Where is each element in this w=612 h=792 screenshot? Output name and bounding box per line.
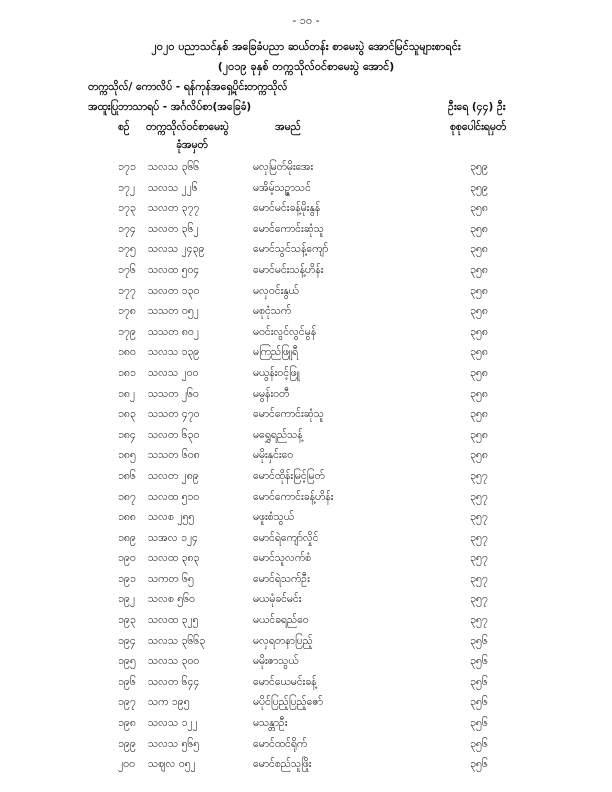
table-row — [0, 384, 612, 405]
column-header-reg: တက္ကသိုလ်ဝင်စာမေးပွဲ — [146, 121, 229, 133]
row-score: ၃၅၈ — [470, 366, 488, 379]
row-reg-number: သသတ ၆၀၈ — [148, 449, 200, 462]
table-row — [0, 322, 612, 343]
column-header-name: အမည် — [275, 121, 301, 133]
row-reg-number: သသတ ၂၆၀ — [148, 387, 199, 400]
column-header-reg-line2: ခုံအမှတ် — [176, 139, 208, 151]
row-name: မယွန်းဝင့်ဖြူ — [253, 366, 300, 379]
row-reg-number: သလတ ၃၆၂ — [148, 222, 199, 235]
row-number: ၂၀၀ — [118, 758, 135, 771]
row-name: မလှမြတ်မိုးအေး — [253, 161, 314, 173]
row-name: မောင်ကောင်းခန့်ဟိန်း — [253, 490, 334, 503]
row-number: ၁၈၉ — [118, 531, 136, 544]
row-reg-number: သလထ ၅၁၀ — [148, 490, 200, 503]
row-name: မောင်သူလက်စံ — [253, 552, 312, 565]
table-row — [0, 528, 612, 549]
row-number: ၁၉၂ — [118, 593, 135, 606]
row-score: ၃၅၈ — [470, 284, 488, 297]
row-reg-number: သလထ ၃၂၅ — [148, 614, 199, 627]
row-score: ၃၅၈ — [470, 202, 488, 215]
row-score: ၃၅၇ — [470, 552, 488, 565]
row-score: ၃၅၆ — [470, 737, 488, 750]
row-reg-number: သလသ ၃၆၆၃ — [148, 634, 206, 647]
row-reg-number: သဈလ ၀၅၂ — [148, 758, 196, 771]
table-row — [0, 651, 612, 672]
table-row — [0, 548, 612, 569]
row-score: ၃၅၈ — [470, 222, 488, 235]
row-number: ၁၇၆ — [118, 263, 136, 276]
table-row — [0, 219, 612, 240]
row-name: မောင်ကောင်းဆုံသူ — [253, 222, 324, 235]
row-name: မမိုးဇာသွယ် — [253, 655, 299, 668]
row-name: မကြည်ဖြူရီ — [253, 346, 299, 359]
row-score: ၃၅၇ — [470, 614, 488, 627]
row-reg-number: သလတ ၆၃၀ — [148, 428, 200, 441]
row-number: ၁၈၁ — [118, 366, 136, 379]
row-number: ၁၉၀ — [118, 552, 136, 565]
row-number: ၁၉၅ — [118, 655, 136, 668]
row-number: ၁၈၂ — [118, 387, 136, 400]
row-number: ၁၇၃ — [118, 202, 136, 215]
table-row — [0, 734, 612, 755]
row-reg-number: သလသ ၂၀၀ — [148, 366, 199, 379]
row-number: ၁၉၃ — [118, 614, 136, 627]
table-row — [0, 239, 612, 260]
table-row — [0, 281, 612, 302]
row-number: ၁၉၁ — [118, 572, 136, 585]
row-reg-number: သက ၁၉၅ — [148, 696, 190, 709]
row-name: မောင်ရဲကျော်လှိုင် — [253, 531, 319, 544]
row-reg-number: သသတ ၀၅၂ — [148, 305, 199, 318]
row-score: ၃၅၈ — [470, 263, 488, 276]
row-name: မောင်မင်းသန့်ဟိန်း — [253, 263, 324, 276]
row-name: မောင်စည်သူဖြိုး — [253, 758, 312, 771]
row-score: ၃၅၉ — [470, 181, 488, 194]
row-name: မအိမ့်သဉ္ဇာသင် — [253, 181, 311, 194]
row-score: ၃၅၆ — [470, 655, 488, 668]
table-row — [0, 487, 612, 508]
row-reg-number: သလသ ၂၂၆ — [148, 181, 198, 194]
table-row — [0, 301, 612, 322]
row-number: ၁၇၁ — [118, 161, 136, 173]
row-name: မောင်ထိုန်းမြင့်မြတ် — [253, 469, 325, 482]
table-row — [0, 260, 612, 281]
table-row — [0, 589, 612, 610]
table-row — [0, 445, 612, 466]
table-row — [0, 754, 612, 775]
row-score: ၃၅၆ — [470, 696, 488, 709]
document-subtitle: (၂၀၁၉ ခုနှစ် တက္ကသိုလ်ဝင်စာမေးပွဲ အောင်) — [217, 60, 395, 73]
major-line: အထူးပြုဘာသာရပ် - အင်္ဂလိပ်စာ(အခြေခံ) — [88, 101, 252, 113]
table-row — [0, 631, 612, 652]
row-reg-number: သလတ ၆၄၄ — [148, 675, 200, 688]
row-name: မောင်ကောင်းဆုံသူ — [253, 408, 324, 421]
row-score: ၃၅၇ — [470, 490, 488, 503]
row-reg-number: သလစ ၂၅၅ — [148, 511, 195, 524]
row-name: မစုငုံသက် — [253, 305, 292, 318]
row-score: ၃၅၉ — [470, 161, 488, 173]
row-score: ၃၅၆ — [470, 675, 488, 688]
row-reg-number: သအလ ၁၂၄ — [148, 531, 198, 544]
row-reg-number: သသတ ၄၇၀ — [148, 408, 200, 421]
row-number: ၁၇၂ — [118, 181, 135, 194]
row-score: ၃၅၆ — [470, 634, 488, 647]
table-row — [0, 425, 612, 446]
row-number: ၁၇၉ — [118, 325, 136, 338]
table-row — [0, 610, 612, 631]
table-row — [0, 363, 612, 384]
document-title: ၂၀၂၀ ပညာသင်နှစ် အခြေခံပညာ ဆယ်တန်း စာမေးပွဲ အောင်မြင်သူများစာရင်း — [151, 40, 461, 53]
table-row — [0, 342, 612, 363]
table-row — [0, 198, 612, 219]
table-row — [0, 157, 612, 178]
row-name: မလှရတနာပြည့် — [253, 634, 313, 647]
row-score: ၃၅၈ — [470, 305, 488, 318]
table-row — [0, 404, 612, 425]
row-score: ၃၅၈ — [470, 449, 488, 462]
row-name: မသန္တာဦး — [253, 717, 288, 730]
row-score: ၃၅၇ — [470, 593, 488, 606]
row-number: ၁၇၄ — [118, 222, 136, 235]
table-row — [0, 672, 612, 693]
table-row — [0, 692, 612, 713]
row-reg-number: သလသ ၁၂၂ — [148, 717, 198, 730]
row-number: ၁၉၆ — [118, 675, 136, 688]
row-reg-number: သလတ ၃၇၇ — [148, 202, 200, 215]
table-row — [0, 466, 612, 487]
results-table — [0, 157, 612, 775]
row-reg-number: သလသ ၂၄၃၉ — [148, 243, 205, 256]
row-name: မောင်ယေမင်းခန့် — [253, 675, 317, 688]
row-name: မမွန်းဝတီ — [253, 387, 290, 400]
row-score: ၃၅၇ — [470, 469, 488, 482]
table-row — [0, 713, 612, 734]
row-score: ၃၅၈ — [470, 243, 488, 256]
row-name: မပိုင်ပြည့်ပြည့်ဇော် — [253, 696, 323, 709]
row-score: ၃၅၈ — [470, 346, 488, 359]
row-number: ၁၈၃ — [118, 408, 136, 421]
row-name: မဖူးစံသွယ် — [253, 511, 294, 524]
row-score: ၃၅၇ — [470, 531, 488, 544]
row-name: မယင်ခရည်ဝေ — [253, 614, 309, 627]
row-name: မောင်ထင်ရိုက် — [253, 737, 308, 750]
row-name: မောင်ရဲသက်ဦး — [253, 572, 310, 585]
row-name: မရွှေရည်သန့် — [253, 428, 303, 441]
row-number: ၁၉၉ — [118, 737, 136, 750]
university-line: တက္ကသိုလ်/ ကောလိပ် - ရန်ကုန်အရှေ့ပိုင်းတက္ကသိုလ် — [88, 81, 288, 93]
column-header-no: စဉ် — [118, 121, 130, 133]
row-name: မောင်မင်းခန့်မိုးနွန် — [253, 202, 321, 215]
row-score: ၃၅၈ — [470, 408, 488, 421]
row-score: ၃၅၈ — [470, 428, 488, 441]
row-reg-number: သကတ ၆၅ — [148, 572, 194, 585]
row-number: ၁၇၈ — [118, 305, 136, 318]
row-name: မလှဝင်းနွယ် — [253, 284, 299, 297]
row-reg-number: သလသ ၃၀၀ — [148, 655, 200, 668]
row-reg-number: သလတ ၂၈၉ — [148, 469, 199, 482]
row-reg-number: သလစ ၅၆၀ — [148, 593, 195, 606]
row-reg-number: သလတ ၁၃၀ — [148, 284, 200, 297]
column-header-score: စုစုပေါင်းရမှတ် — [450, 121, 507, 133]
row-score: ၃၅၇ — [470, 572, 488, 585]
row-score: ၃၅၆ — [470, 717, 488, 730]
quota-line: ဦးရေ (၄၄) ဦး — [448, 101, 506, 113]
row-number: ၁၈၇ — [118, 490, 136, 503]
row-number: ၁၈၄ — [118, 428, 136, 441]
row-name: မောင်သွင်သန့်ကျော် — [253, 243, 329, 256]
row-number: ၁၈၅ — [118, 449, 136, 462]
row-name: မမိုးနှင်းဝေ — [253, 449, 294, 462]
row-reg-number: သလထ ၃၈၃ — [148, 552, 200, 565]
row-number: ၁၇၅ — [118, 243, 136, 256]
row-reg-number: သလထ ၅၀၄ — [148, 263, 200, 276]
row-name: မဝင်းလွင်လွင်မွန် — [253, 325, 317, 338]
row-number: ၁၉၄ — [118, 634, 136, 647]
table-row — [0, 507, 612, 528]
row-number: ၁၉၇ — [118, 696, 136, 709]
row-number: ၁၇၇ — [118, 284, 136, 297]
row-score: ၃၅၆ — [470, 758, 488, 771]
page-number: - ၁၀ - — [292, 14, 320, 27]
row-reg-number: သလသ ၁၃၉ — [148, 346, 200, 359]
row-name: မယမုံခင်မင်း — [253, 593, 302, 606]
row-number: ၁၈၀ — [118, 346, 136, 359]
table-row — [0, 178, 612, 199]
row-number: ၁၈၆ — [118, 469, 136, 482]
row-score: ၃၅၇ — [470, 511, 488, 524]
row-reg-number: သသတ ၈၀၂ — [148, 325, 199, 338]
row-number: ၁၉၈ — [118, 717, 136, 730]
row-number: ၁၈၈ — [118, 511, 136, 524]
table-row — [0, 569, 612, 590]
row-reg-number: သလသ ၅၆၅ — [148, 737, 200, 750]
row-reg-number: သလသ ၃၆၆ — [148, 161, 200, 173]
row-score: ၃၅၈ — [470, 387, 488, 400]
row-score: ၃၅၈ — [470, 325, 488, 338]
